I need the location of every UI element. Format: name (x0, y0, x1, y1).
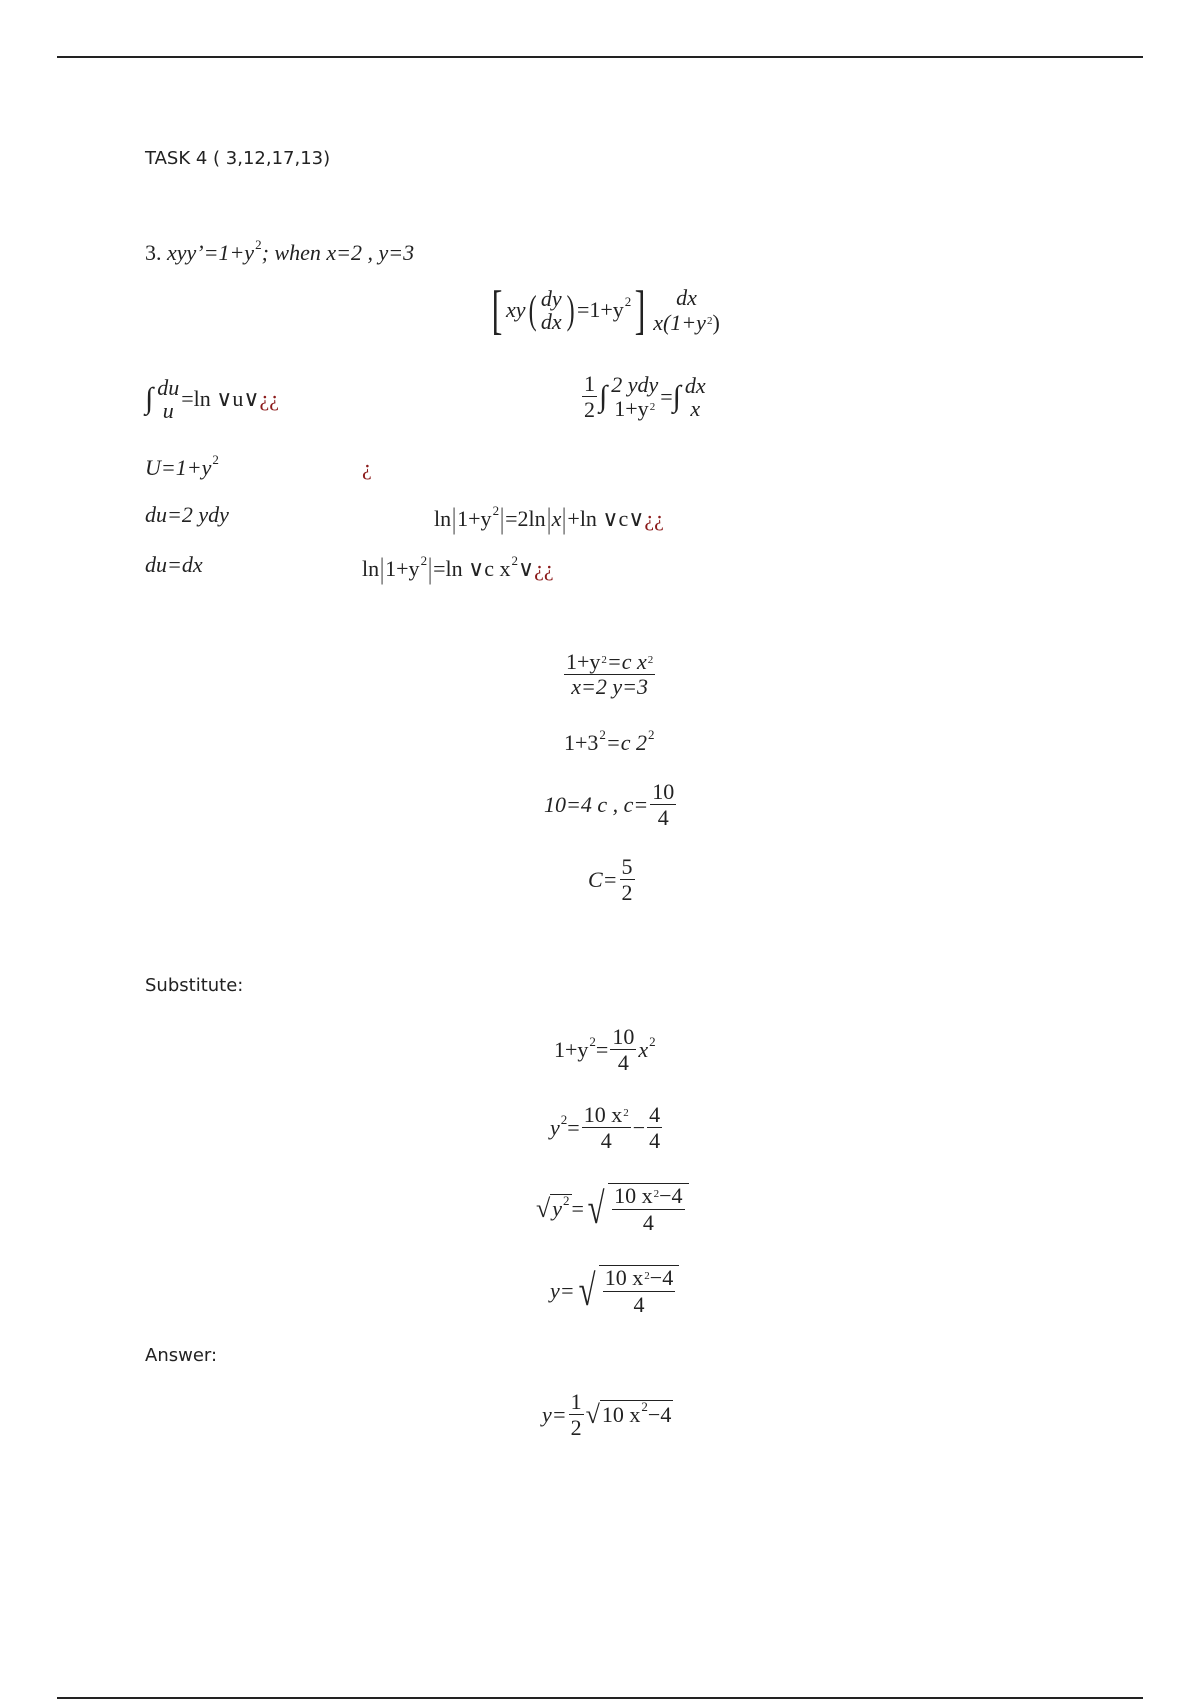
substitute-label: Substitute: (145, 975, 244, 996)
substitute-line-1: 1+y 2 = $\frac{10}{4}$ x 2 (554, 1024, 656, 1076)
task-title: TASK 4 ( 3,12,17,13) (145, 148, 331, 169)
log-equation-2: ln | 1+y 2 | =ln ∨c x 2 ∨ ¿¿ (362, 552, 554, 585)
half-integral-equation: $\frac{1}{2}$ ∫ 2 ydy $1+y^2$ = ∫ dx x (584, 371, 706, 423)
integral-du-u: ∫ du u =ln ∨u∨ ¿¿ (145, 375, 279, 424)
final-answer: y= $\frac{1}{2}$ √ 10 x 2 −4 (542, 1389, 672, 1441)
substitution-u: U=1+y 2 (145, 452, 219, 480)
log-equation-1: ln | 1+y 2 | =2ln | x | +ln ∨c∨ ¿¿ (434, 502, 664, 535)
solve-step-2: 1+3 2 =c 2 2 (564, 727, 655, 755)
answer-label: Answer: (145, 1345, 218, 1366)
solve-step-3: 10=4 c , c= $\frac{10}{4}$ (544, 779, 675, 831)
substitute-line-3: √ y 2 = √ $\frac{10 x^2-4}{4}$ (536, 1183, 689, 1234)
problem-statement: 3. xyy’=1+y 2 ; when x=2 , y=3 (145, 237, 415, 265)
separation-equation: [ xy ( dy dx ) =1+y 2 ] dx $x(1+y^2)$ (491, 280, 720, 340)
header-rule (57, 56, 1143, 58)
du-dx: du=dx (145, 552, 203, 577)
substitute-line-2: y 2 = $\frac{10 x^2}{4}$ − $\frac{4}{4}$ (550, 1102, 661, 1154)
substitution-du: du=2 ydy (145, 502, 229, 527)
broken-glyph: ¿ (362, 455, 372, 480)
general-solution-frac: $\frac{1+y^2=c x^2}{x=2 y=3}$ (566, 649, 654, 700)
footer-rule (57, 1697, 1143, 1699)
substitute-line-4: y= √ $\frac{10 x^2-4}{4}$ (550, 1265, 679, 1316)
solve-step-4: C= $\frac{5}{2}$ (588, 854, 633, 906)
